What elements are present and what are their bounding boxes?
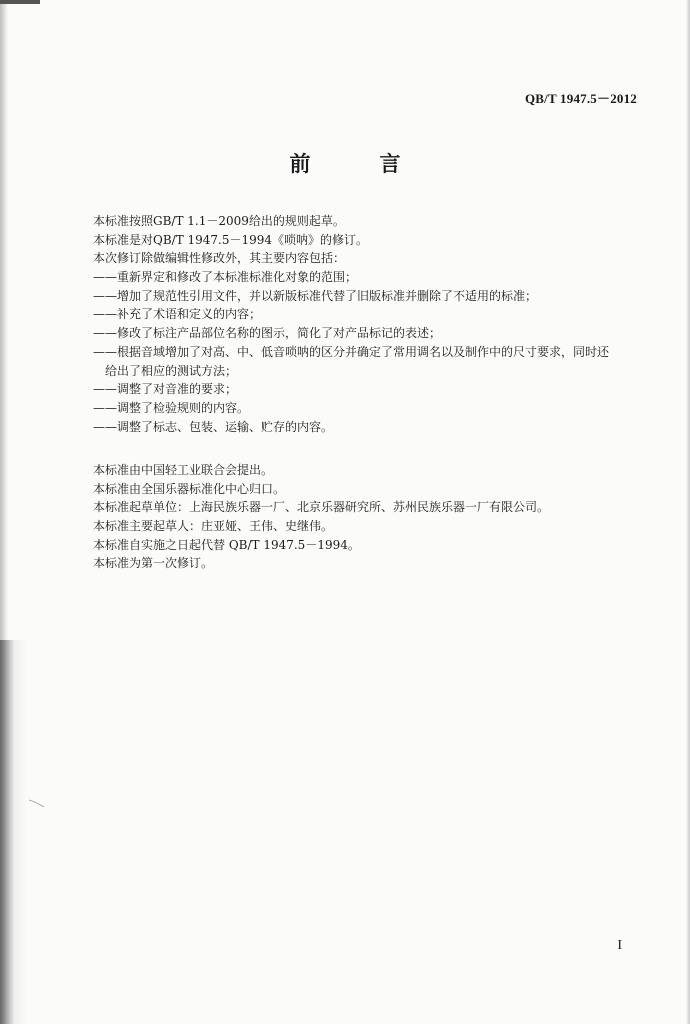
- info-line: 本标准起草单位：上海民族乐器一厂、北京乐器研究所、苏州民族乐器一厂有限公司。: [93, 500, 550, 515]
- info-line: 本标准由全国乐器标准化中心归口。: [93, 481, 286, 496]
- pencil-mark: [28, 798, 46, 808]
- page-title: 前 言: [289, 152, 425, 176]
- drafting-info: [93, 461, 653, 573]
- foreword-body: [93, 212, 653, 436]
- scan-edge-shadow: [0, 640, 26, 1024]
- page-number: I: [617, 938, 622, 953]
- revision-item: ——重新界定和修改了本标准标准化对象的范围；: [93, 270, 358, 285]
- revision-item: ——调整了检验规则的内容。: [93, 400, 250, 415]
- revision-item-continuation-text: 给出了相应的测试方法；: [105, 363, 238, 378]
- revision-item: ——根据音域增加了对高、中、低音唢呐的区分并确定了常用调名以及制作中的尺寸要求，同时还: [93, 344, 610, 359]
- revision-item: ——调整了对音准的要求；: [93, 382, 238, 397]
- foreword-line: 本次修订除做编辑性修改外，其主要内容包括：: [93, 251, 346, 266]
- revision-item: ——修改了标注产品部位名称的图示，简化了对产品标记的表述；: [93, 326, 442, 341]
- standard-number: QB/T 1947.5－2012: [524, 91, 637, 106]
- info-line: 本标准主要起草人：庄亚娅、王伟、史继伟。: [93, 519, 334, 534]
- info-line: 本标准自实施之日起代替 QB/T 1947.5－1994。: [93, 537, 360, 552]
- scan-edge-top: [0, 0, 40, 4]
- foreword-line: 本标准是对QB/T 1947.5－1994《唢呐》的修订。: [93, 232, 369, 247]
- revision-item: ——增加了规范性引用文件，并以新版标准代替了旧版标准并删除了不适用的标准；: [93, 288, 538, 303]
- revision-item-continuation: [93, 362, 653, 381]
- info-line: 本标准为第一次修订。: [93, 556, 214, 571]
- revision-item: ——调整了标志、包装、运输、贮存的内容。: [93, 419, 334, 434]
- info-line: 本标准由中国轻工业联合会提出。: [93, 463, 274, 477]
- foreword-line: 本标准按照GB/T 1.1－2009给出的规则起草。: [93, 214, 345, 228]
- revision-item: ——补充了术语和定义的内容；: [93, 307, 262, 322]
